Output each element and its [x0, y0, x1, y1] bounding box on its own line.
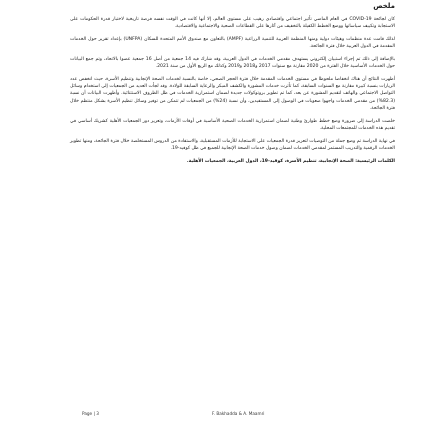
page-footer: [82, 411, 341, 417]
abstract-paragraph: أظهرت النتائج أن هناك انخفاضا ملحوظا في مستوى الخدمات المقدمة خلال فترة الحجر الصحي، خاصة بالنسبة لخدمات الصحة الإنجابية وتنظيم الأسرة، حيث انخفض عدد الزيارات بنسبة كبيرة مقارنة مع السنوات السابقة، كما تأثرت خدمات المشورة والكشف المبكر والرعاية السابقة للولادة. وقد لجأت العديد من الجمعيات إلى استخدام وسائل التواصل الاجتماعي والهاتف لتقديم المشورة عن بعد، كما تم تطوير بروتوكولات جديدة لضمان استمرارية الخدمات في ظل الظروف الاستثنائية. وأظهرت البيانات أن نسبة (82.3%) من مقدمي الخدمات واجهوا صعوبات في الوصول إلى المستفيدين، وأن نسبة (24%) من الجمعيات لم تتمكن من توفير وسائل تنظيم الأسرة بشكل منتظم خلال فترة الجائحة.: [70, 77, 395, 111]
footer-authors: F. Bakhadda & A. Maamri: [212, 411, 265, 416]
keywords: الكلمات الرئيسية: الصحة الإنجابية، تنظيم الأسرة، كوفيد-19، الدول العربية، الجمعيات الأهلية.: [186, 158, 395, 164]
abstract-body: [70, 16, 395, 170]
abstract-title: ملخص: [373, 2, 395, 10]
abstract-paragraph: خلصت الدراسة إلى ضرورة وضع خطط طوارئ وطنية لضمان استمرارية الخدمات الصحية الأساسية في أوقات الأزمات، وتعزيز دور الجمعيات الأهلية كشريك أساسي في تقديم هذه الخدمات للمجتمعات المحلية.: [70, 118, 395, 131]
abstract-paragraph: لذلك قامت عدة منظمات وهيئات دولية ومنها المنظمة العربية للتنمية الزراعية (AMPF) بالتعاون مع صندوق الأمم المتحدة للسكان (UNFPA) بإعداد تقرير حول الخدمات المقدمة في الدول العربية خلال فترة الجائحة.: [70, 37, 395, 50]
abstract-paragraph: كان لجائحة COVID-19 في العام الماضي تأثير اجتماعي واقتصادي رهيب على مستوى العالم، إلا أنها كانت في الوقت نفسه فرصة تاريخية لاختبار قدرة الحكومات على الاستجابة وتكييف سياساتها ووضع الخطط الكفيلة بالتخفيف من آثارها على القطاعات الصحية والاجتماعية والاقتصادية.: [70, 17, 395, 30]
page-number: Page | 3: [82, 411, 99, 416]
abstract-paragraph: في نهاية الدراسة تم وضع جملة من التوصيات لتعزيز قدرة الجمعيات على الاستجابة للأزمات المستقبلية، والاستفادة من الدروس المستخلصة خلال فترة الجائحة، ومنها تطوير الخدمات الرقمية والتدريب المستمر لمقدمي الخدمات لضمان وصول خدمات الصحة الإنجابية للجميع في ظل كوفيد-19.: [70, 138, 395, 151]
abstract-paragraph: بالإضافة إلى ذلك تم إجراء استبيان إلكتروني يستهدف مقدمي الخدمات في الدول العربية، وقد شارك فيه 14 جمعية من أصل 16 جمعية عضوا بالاتحاد، وتم جمع البيانات حول الخدمات الأساسية خلال الفترة من 2020 مقارنة مع سنوات 2017 و2018 و2019 وكذلك مع الربع الأول من سنة 2021.: [70, 57, 395, 70]
